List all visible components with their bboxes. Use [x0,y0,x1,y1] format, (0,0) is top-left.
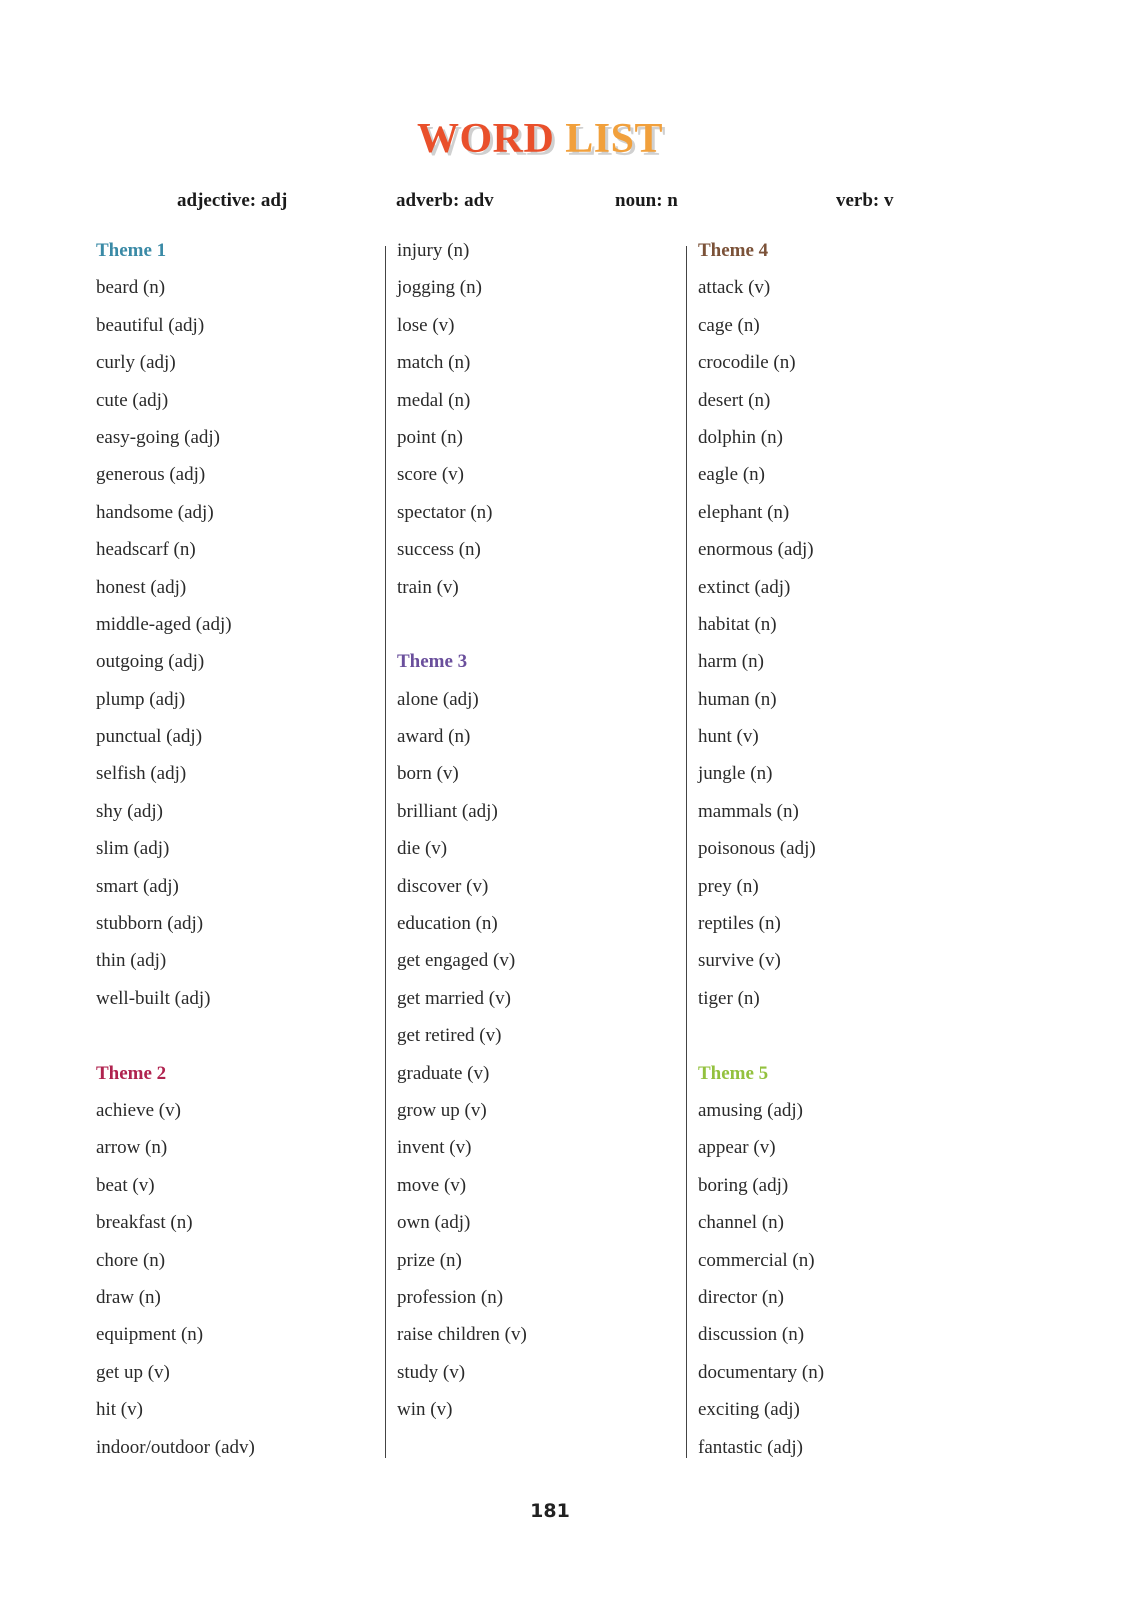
word-entry: win (v) [397,1399,453,1421]
word-entry: graduate (v) [397,1062,490,1084]
word-entry: harm (n) [698,651,764,673]
word-entry: headscarf (n) [96,539,196,561]
word-entry: injury (n) [397,240,470,261]
title-word-2: LIST [565,116,664,162]
theme-heading: Theme 3 [397,651,468,673]
word-entry: alone (adj) [397,688,479,710]
word-entry: brilliant (adj) [397,800,498,822]
spacer [96,1017,376,1054]
word-entry: medal (n) [397,389,471,411]
word-entry: director (n) [698,1286,784,1308]
word-entry: die (v) [397,838,448,860]
word-entry: discover (v) [397,875,489,897]
word-entry: extinct (adj) [698,576,791,598]
word-entry: own (adj) [397,1212,471,1234]
word-entry: documentary (n) [698,1361,825,1383]
word-entry: draw (n) [96,1286,161,1308]
word-entry: jogging (n) [397,277,482,299]
word-entry: eagle (n) [698,464,765,486]
column-divider [385,246,386,1458]
word-entry: beard (n) [96,277,166,299]
word-entry: fantastic (adj) [698,1436,803,1458]
abbreviation-adjective: adjective: adj [177,190,288,211]
word-entry: prize (n) [397,1249,462,1271]
word-entry: beat (v) [96,1174,155,1196]
word-entry: award (n) [397,726,471,748]
column-divider [686,246,687,1458]
word-entry: slim (adj) [96,838,170,860]
word-entry: habitat (n) [698,613,777,635]
word-entry: desert (n) [698,389,771,411]
word-entry: boring (adj) [698,1174,789,1196]
word-entry: get up (v) [96,1361,170,1383]
word-entry: tiger (n) [698,987,760,1009]
word-entry: prey (n) [698,875,759,897]
word-entry: amusing (adj) [698,1099,804,1121]
word-column-3 [698,232,978,1466]
word-entry: handsome (adj) [96,501,214,523]
word-entry: appear (v) [698,1137,776,1159]
word-entry: plump (adj) [96,688,186,710]
word-entry: exciting (adj) [698,1399,800,1421]
word-list [698,1092,978,1466]
word-entry: attack (v) [698,277,771,299]
word-entry: beautiful (adj) [96,314,205,336]
word-entry: commercial (n) [698,1249,815,1271]
word-entry: hit (v) [96,1399,143,1421]
word-entry: achieve (v) [96,1099,181,1121]
word-entry: study (v) [397,1361,466,1383]
word-entry: lose (v) [397,314,455,336]
word-entry: indoor/outdoor (adv) [96,1436,255,1458]
page-title [0,118,1080,160]
spacer [698,1017,978,1054]
word-list [397,681,677,1429]
word-entry: honest (adj) [96,576,187,598]
word-entry: human (n) [698,688,777,710]
word-column-2 [397,232,677,1429]
word-entry: dolphin (n) [698,426,783,448]
word-entry: equipment (n) [96,1324,204,1346]
theme-heading: Theme 2 [96,1062,167,1084]
word-entry: born (v) [397,763,459,785]
abbreviation-verb: verb: v [836,190,894,211]
theme-heading: Theme 1 [96,240,167,261]
word-entry: cage (n) [698,314,760,336]
word-entry: invent (v) [397,1137,472,1159]
abbreviation-noun: noun: n [615,190,678,211]
word-list [96,1092,376,1466]
word-entry: curly (adj) [96,352,176,374]
word-entry: mammals (n) [698,800,799,822]
word-entry: stubborn (adj) [96,913,204,935]
word-entry: survive (v) [698,950,781,972]
word-entry: channel (n) [698,1212,784,1234]
word-entry: get engaged (v) [397,950,516,972]
word-entry: profession (n) [397,1286,504,1308]
word-column-1 [96,232,376,1466]
word-list [96,269,376,1017]
word-entry: get married (v) [397,987,511,1009]
word-entry: education (n) [397,913,498,935]
word-entry: discussion (n) [698,1324,805,1346]
word-entry: raise children (v) [397,1324,527,1346]
word-entry: middle-aged (adj) [96,613,232,635]
word-entry: train (v) [397,576,459,598]
word-entry: breakfast (n) [96,1212,193,1234]
word-entry: reptiles (n) [698,913,781,935]
word-entry: match (n) [397,352,471,374]
word-entry: point (n) [397,426,463,448]
word-entry: score (v) [397,464,464,486]
theme-heading: Theme 4 [698,240,769,261]
word-entry: enormous (adj) [698,539,814,561]
word-entry: selfish (adj) [96,763,187,785]
word-entry: elephant (n) [698,501,790,523]
word-entry: grow up (v) [397,1099,487,1121]
word-list [397,232,677,606]
word-entry: get retired (v) [397,1025,502,1047]
word-entry: move (v) [397,1174,467,1196]
word-entry: generous (adj) [96,464,206,486]
title-word-1: WORD [416,116,555,162]
word-entry: outgoing (adj) [96,651,205,673]
page-number: 181 [530,1500,570,1522]
word-entry: arrow (n) [96,1137,168,1159]
word-entry: success (n) [397,539,481,561]
word-entry: spectator (n) [397,501,493,523]
word-entry: chore (n) [96,1249,166,1271]
abbreviation-adverb: adverb: adv [396,190,494,211]
word-entry: crocodile (n) [698,352,796,374]
word-entry: well-built (adj) [96,987,211,1009]
word-entry: punctual (adj) [96,726,203,748]
word-entry: smart (adj) [96,875,179,897]
word-entry: easy-going (adj) [96,426,220,448]
word-entry: shy (adj) [96,800,164,822]
word-list [698,269,978,1017]
word-entry: poisonous (adj) [698,838,816,860]
theme-heading: Theme 5 [698,1062,769,1084]
word-entry: jungle (n) [698,763,773,785]
spacer [397,606,677,643]
word-entry: cute (adj) [96,389,169,411]
word-entry: thin (adj) [96,950,167,972]
word-entry: hunt (v) [698,726,759,748]
